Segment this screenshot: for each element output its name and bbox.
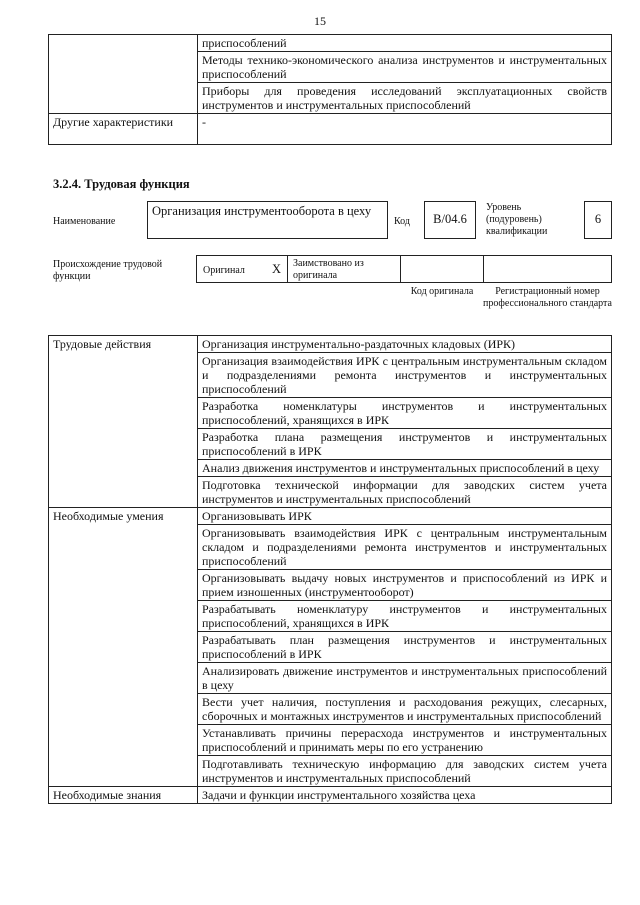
origin-label: Происхождение трудовой функции (53, 259, 163, 282)
row-label (49, 35, 198, 114)
table-cell: Разрабатывать номенклатуру инструментов и инструментальных приспособлений, хранящихся в ИРК (198, 601, 612, 632)
level-label: Уровень (подуровень) квалификации (486, 202, 548, 237)
table-row (49, 114, 612, 145)
page-number: 15 (314, 14, 326, 28)
table-cell: Организовывать выдачу новых инструментов и приспособлений из ИРК и прием изношенных (инструментооборот) (198, 570, 612, 601)
original-box (196, 255, 288, 283)
table-cell: приспособлений (198, 35, 612, 52)
level-box (584, 201, 612, 239)
table-cell: Методы технико-экономического анализа инструментов и инструментальных приспособлений (198, 52, 612, 83)
top-characteristics-table (48, 34, 612, 145)
code-original-box (400, 255, 484, 283)
row-label: Другие характеристики (49, 114, 198, 145)
table-cell: Организовывать ИРК (198, 508, 612, 525)
group-label: Трудовые действия (49, 336, 198, 508)
table-cell: - (198, 114, 612, 145)
table-cell: Устанавливать причины перерасхода инструментов и инструментальных приспособлений и принимать меры по его устранению (198, 725, 612, 756)
table-row (49, 336, 612, 353)
table-row (49, 508, 612, 525)
table-cell: Организация инструментально-раздаточных кладовых (ИРК) (198, 336, 612, 353)
table-cell: Анализировать движение инструментов и инструментальных приспособлений в цеху (198, 663, 612, 694)
section-title: 3.2.4. Трудовая функция (53, 177, 190, 191)
table-cell: Вести учет наличия, поступления и расходования режущих, слесарных, сборочных и монтажных инструментов и инструментальных приспособлений (198, 694, 612, 725)
name-label: Наименование (53, 216, 116, 227)
table-cell: Подготовка технической информации для заводских систем учета инструментов и инструментальных приспособлений (198, 477, 612, 508)
table-row (49, 787, 612, 804)
table-cell: Анализ движения инструментов и инструментальных приспособлений в цеху (198, 460, 612, 477)
table-cell: Разработка номенклатуры инструментов и инструментальных приспособлений, хранящихся в ИРК (198, 398, 612, 429)
level-value: 6 (594, 212, 602, 226)
group-label: Необходимые знания (49, 787, 198, 804)
table-cell: Разработка плана размещения инструментов и инструментальных приспособлений в ИРК (198, 429, 612, 460)
group-label: Необходимые умения (49, 508, 198, 787)
function-name-box (147, 201, 388, 239)
code-label: Код (394, 216, 410, 227)
code-original-caption: Код оригинала (410, 286, 474, 297)
reg-number-box (483, 255, 612, 283)
table-cell: Задачи и функции инструментального хозяйства цеха (198, 787, 612, 804)
function-name-value: Организация инструментооборота в цеху (152, 204, 372, 218)
labor-function-table (48, 335, 612, 804)
borrowed-box (287, 255, 401, 283)
table-cell: Разрабатывать план размещения инструментов и инструментальных приспособлений в ИРК (198, 632, 612, 663)
original-label: Оригинал (203, 265, 245, 276)
table-row (49, 35, 612, 52)
table-cell: Организация взаимодействия ИРК с центральным инструментальным складом и подразделениями ремонта инструментов и инструментальных приспособлений (198, 353, 612, 398)
table-cell: Подготавливать техническую информацию для заводских систем учета инструментов и инструментальных приспособлений (198, 756, 612, 787)
reg-number-caption: Регистрационный номер профессионального стандарта (483, 286, 612, 309)
original-mark: X (272, 262, 282, 276)
borrowed-label: Заимствовано из оригинала (293, 258, 364, 281)
table-cell: Организовывать взаимодействия ИРК с центральным инструментальным складом и подразделениями ремонта инструментов и инструментальных приспособлений (198, 525, 612, 570)
code-value: B/04.6 (433, 212, 467, 226)
table-cell: Приборы для проведения исследований эксплуатационных свойств инструментов и инструментальных приспособлений (198, 83, 612, 114)
code-box (424, 201, 476, 239)
